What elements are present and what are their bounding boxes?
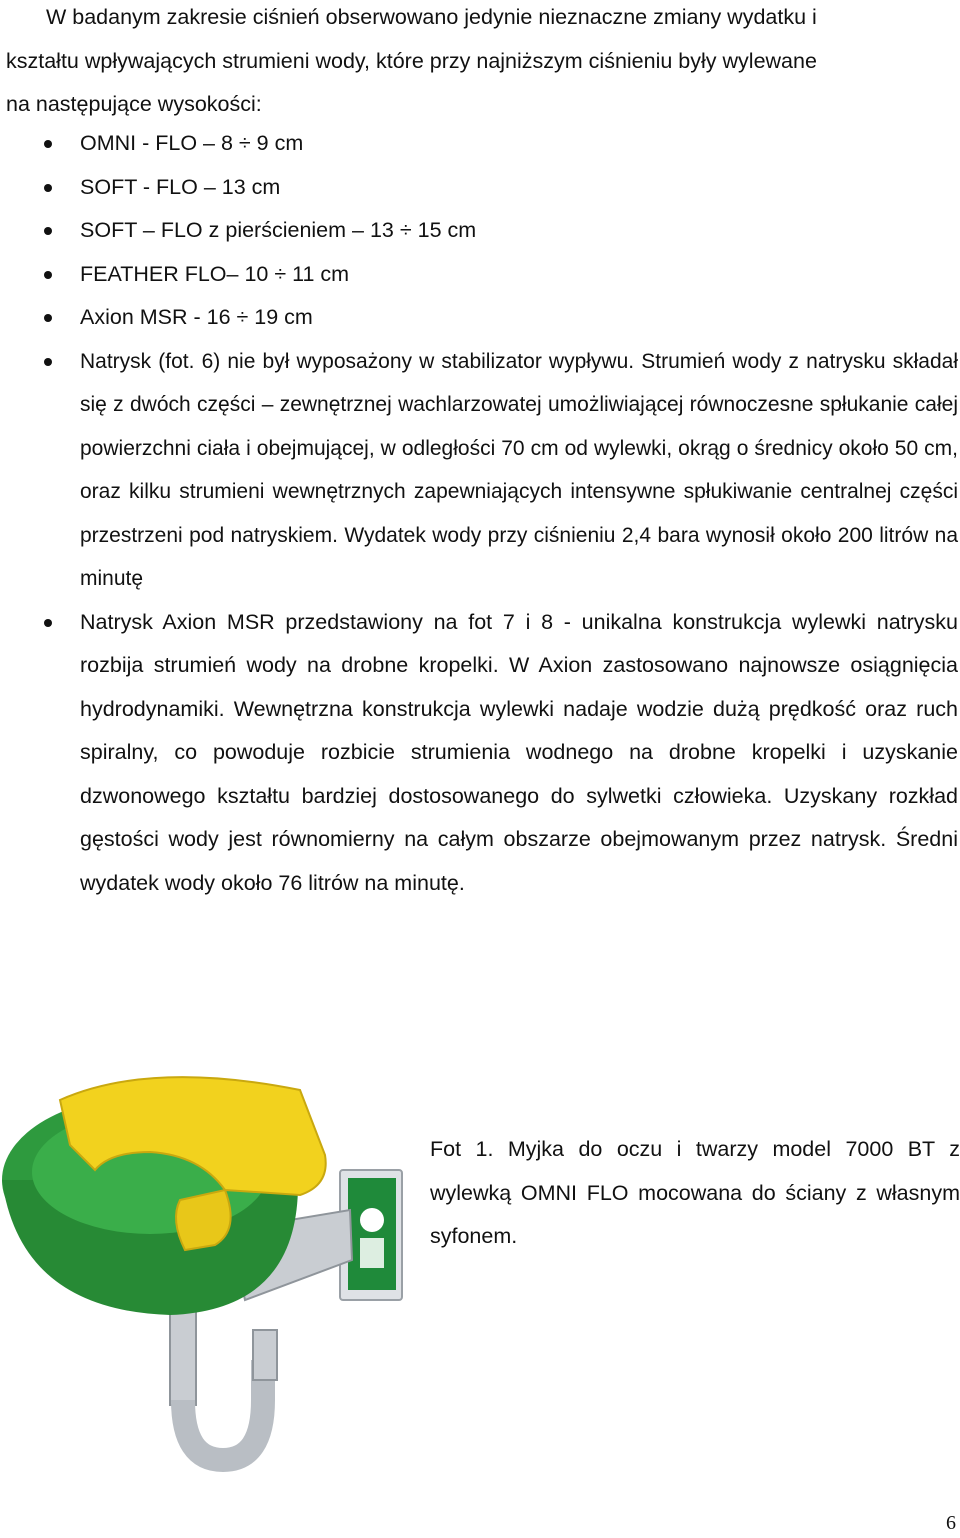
- page-number: 6: [946, 1512, 956, 1534]
- intro-line-2: kształtu wpływających strumieni wody, które przy najniższym ciśnieniu były wylewane: [6, 48, 817, 73]
- bullet-icon: [44, 271, 52, 279]
- list-item: FEATHER FLO– 10 ÷ 11 cm: [0, 253, 960, 297]
- bullet-icon: [44, 314, 52, 322]
- intro-paragraph: [6, 0, 958, 127]
- bullet-icon: [44, 184, 52, 192]
- eyewash-photo: [0, 1060, 420, 1500]
- bullet-icon: [44, 227, 52, 235]
- list-item: Natrysk Axion MSR przedstawiony na fot 7 i 8 - unikalna konstrukcja wylewki natrysku rozbija strumień wody na drobne kropelki. W Axion zastosowano najnowsze osiągnięcia hydrodynamiki. Wewnętrzna konstrukcja wylewki nadaje wodzie dużą prędkość oraz ruch spiralny, co powoduje rozbicie strumienia wodnego na drobne kropelki i uzyskanie dzwonowego kształtu bardziej dostosowanego do sylwetki człowieka. Uzyskany rozkład gęstości wody jest równomierny na całym obszarze obejmowanym przez natrysk. Średni wydatek wody około 76 litrów na minutę.: [0, 601, 960, 906]
- list-item: SOFT – FLO z pierścieniem – 13 ÷ 15 cm: [0, 209, 960, 253]
- bullet-list: [0, 122, 960, 905]
- intro-line-1: W badanym zakresie ciśnień obserwowano jedynie nieznaczne zmiany wydatku i: [46, 5, 817, 29]
- list-item: OMNI - FLO – 8 ÷ 9 cm: [0, 122, 960, 166]
- bullet-icon: [44, 619, 52, 627]
- list-item: Natrysk (fot. 6) nie był wyposażony w stabilizator wypływu. Strumień wody z natrysku składał się z dwóch części – zewnętrznej wachlarzowatej umożliwiającej równoczesne spłukanie całej powierzchni ciała i obejmującej, w odległości 70 cm od wylewki, okrąg o średnicy około 50 cm, oraz kilku strumieni wewnętrznych zapewniających intensywne spłukiwanie centralnej części przestrzeni pod natryskiem. Wydatek wody przy ciśnieniu 2,4 bara wynosił około 200 litrów na minutę: [0, 340, 960, 601]
- sign-figure-icon: [360, 1208, 384, 1232]
- figure-caption: Fot 1. Myjka do oczu i twarzy model 7000 BT z wylewką OMNI FLO mocowana do ściany z własnym syfonem.: [430, 1137, 960, 1248]
- intro-line-3: na następujące wysokości:: [6, 92, 262, 116]
- bullet-icon: [44, 358, 52, 366]
- eyewash-illustration: [0, 1060, 420, 1500]
- safety-sign-icon: [348, 1178, 396, 1290]
- list-item: Axion MSR - 16 ÷ 19 cm: [0, 296, 960, 340]
- bullet-icon: [44, 140, 52, 148]
- drain-pipe: [170, 1310, 196, 1405]
- list-item: SOFT - FLO – 13 cm: [0, 166, 960, 210]
